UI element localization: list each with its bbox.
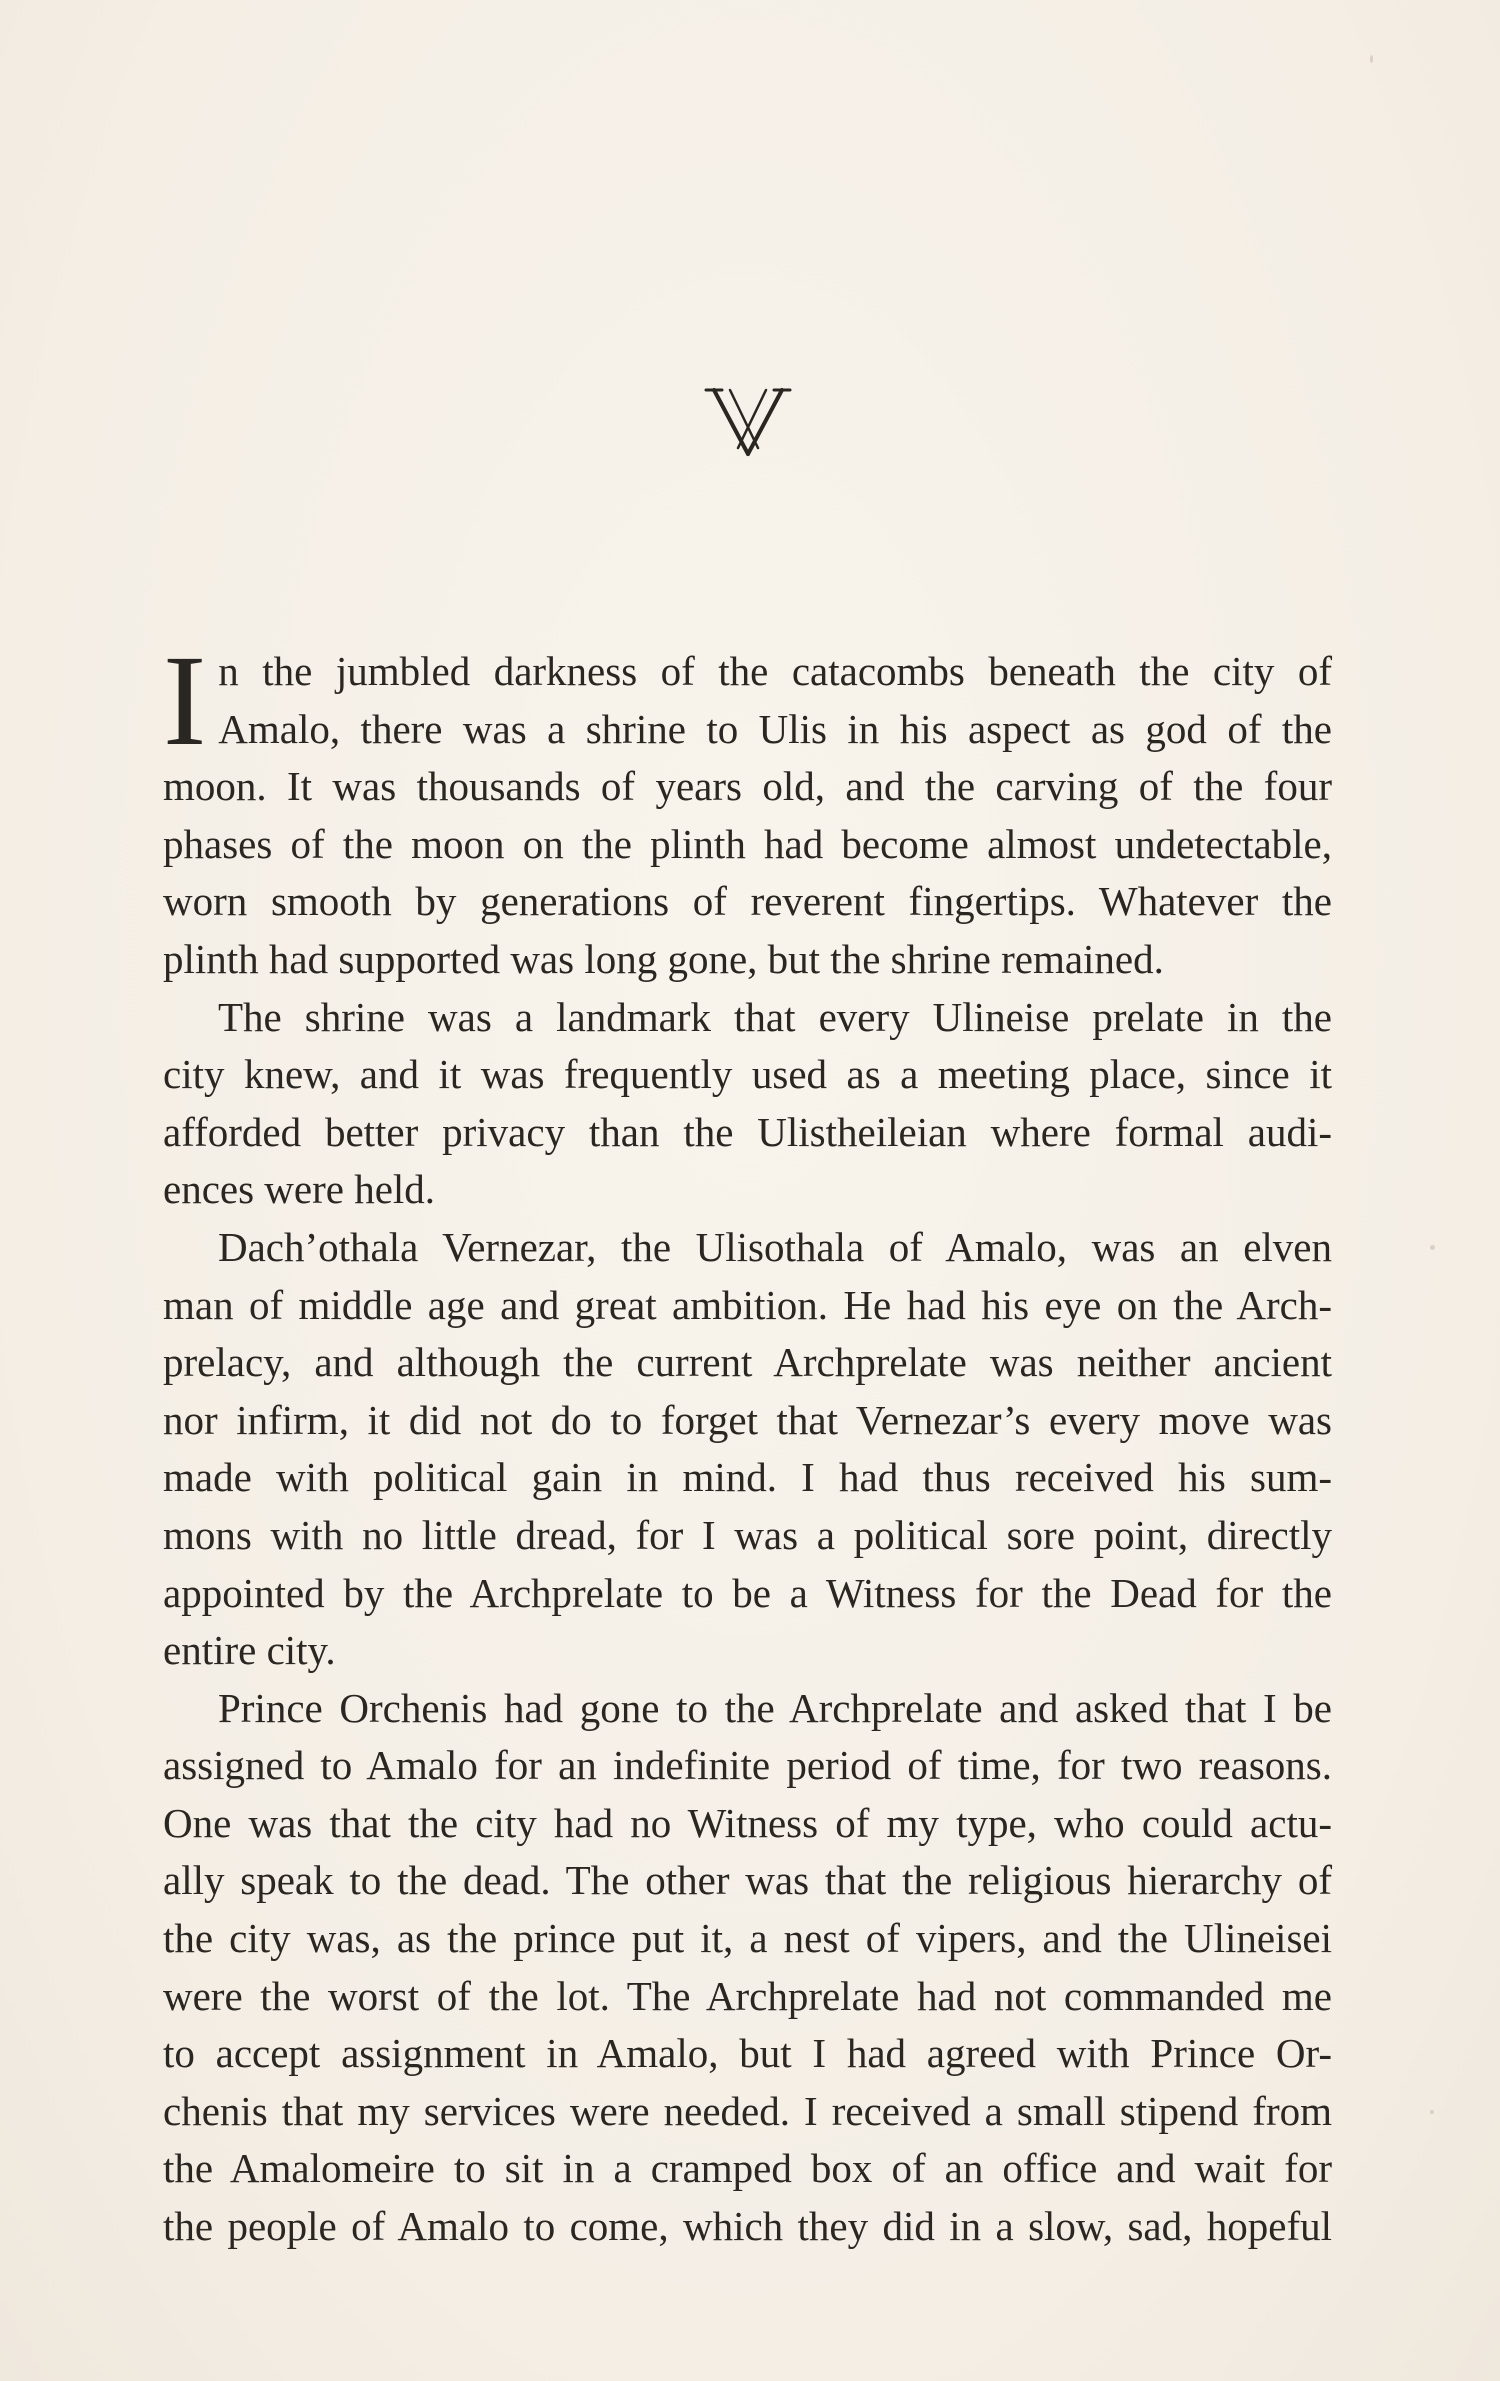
text-line: Amalo, there was a shrine to Ulis in his aspect as god of the	[218, 705, 1332, 752]
text-line: prelacy, and although the current Archprelate was neither ancient	[163, 1339, 1332, 1386]
text-line: the Amalomeire to sit in a cramped box of an office and wait for	[163, 2145, 1332, 2192]
paragraph-4	[163, 1680, 1332, 2256]
text-line: man of middle age and great ambition. He had his eye on the Arch-	[163, 1281, 1332, 1328]
paper-speck	[1370, 55, 1373, 63]
text-line: made with political gain in mind. I had thus received his sum-	[163, 1454, 1332, 1501]
text-line: Dach’othala Vernezar, the Ulisothala of Amalo, was an elven	[218, 1223, 1332, 1270]
paragraph-3	[163, 1219, 1332, 1680]
text-line: city knew, and it was frequently used as a meeting place, since it	[163, 1051, 1332, 1098]
paragraph-2	[163, 989, 1332, 1219]
text-line: assigned to Amalo for an indefinite period of time, for two reasons.	[163, 1742, 1332, 1789]
chapter-body-text	[163, 629, 1332, 2256]
text-line: entire city.	[163, 1627, 336, 1674]
text-line: phases of the moon on the plinth had become almost undetectable,	[163, 820, 1332, 867]
text-line: worn smooth by generations of reverent fingertips. Whatever the	[163, 878, 1332, 925]
text-line: chenis that my services were needed. I received a small stipend from	[163, 2087, 1332, 2134]
text-line: plinth had supported was long gone, but the shrine remained.	[163, 935, 1164, 982]
drop-cap: I	[163, 629, 207, 773]
text-line: mons with no little dread, for I was a political sore point, directly	[163, 1511, 1332, 1558]
paragraph-1	[163, 629, 1332, 989]
chapter-ornament-icon	[700, 382, 796, 462]
text-line: to accept assignment in Amalo, but I had agreed with Prince Or-	[163, 2030, 1332, 2077]
text-line: ally speak to the dead. The other was that the religious hierarchy of	[163, 1857, 1332, 1904]
text-line: n the jumbled darkness of the catacombs beneath the city of	[218, 648, 1332, 694]
text-line: Prince Orchenis had gone to the Archprelate and asked that I be	[218, 1684, 1332, 1731]
text-line: appointed by the Archprelate to be a Witness for the Dead for the	[163, 1569, 1332, 1616]
text-line: the city was, as the prince put it, a nest of vipers, and the Ulineisei	[163, 1915, 1332, 1962]
text-line: moon. It was thousands of years old, and the carving of the four	[163, 763, 1332, 810]
paper-speck	[1430, 2110, 1434, 2114]
text-line: nor infirm, it did not do to forget that Vernezar’s every move was	[163, 1396, 1332, 1443]
text-line: The shrine was a landmark that every Ulineise prelate in the	[218, 993, 1332, 1040]
paper-speck	[1430, 1245, 1435, 1250]
text-line: were the worst of the lot. The Archprelate had not commanded me	[163, 1972, 1332, 2019]
text-line: afforded better privacy than the Ulistheileian where formal audi-	[163, 1108, 1332, 1155]
text-line: ences were held.	[163, 1166, 436, 1213]
text-line: the people of Amalo to come, which they did in a slow, sad, hopeful	[163, 2203, 1332, 2250]
text-line: One was that the city had no Witness of my type, who could actu-	[163, 1799, 1332, 1846]
